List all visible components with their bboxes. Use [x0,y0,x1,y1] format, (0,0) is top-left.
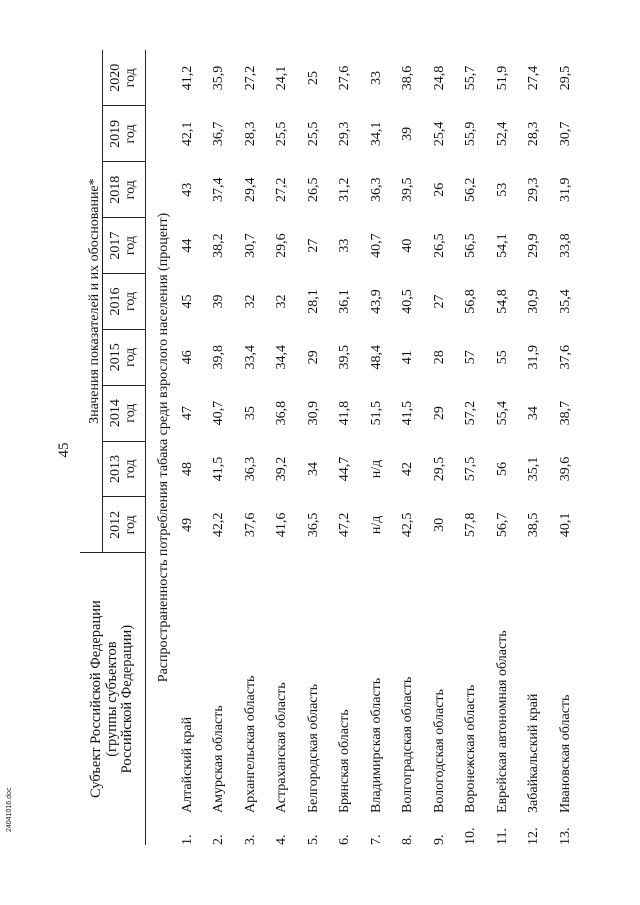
region-name: Ивановская область [557,694,573,813]
value-cell: 47 [179,406,195,421]
value-cell: 29,9 [526,233,542,258]
value-cell: 26 [431,182,447,197]
value-cell: 37,6 [557,345,573,370]
value-cell: 28,3 [242,121,258,147]
year-unit: год [123,180,138,200]
value-cell: 31,9 [526,345,542,370]
row-number: 11. [494,828,510,845]
value-cell: 42,2 [211,512,227,538]
value-cell: н/д [368,459,384,479]
value-cell: 42 [400,461,416,476]
row-number: 2. [211,834,227,845]
year-unit: год [123,291,138,311]
value-cell: 25,4 [431,121,447,147]
year-header [103,162,146,218]
table-row [235,50,267,845]
value-cell: 34 [526,406,542,421]
year-number: 2020 [108,63,124,92]
year-header [103,106,146,162]
value-cell: 53 [494,182,510,197]
value-cell: 26,5 [305,177,321,202]
value-cell: 25,5 [274,121,290,147]
section-title: Распространенность потребления табака среди взрослого населения (процент) [156,212,171,683]
value-cell: 36,5 [305,512,321,538]
region-name: Волгоградская область [400,676,416,813]
value-cell: 27 [431,294,447,309]
value-cell: 28 [431,350,447,365]
subject-header-line: Российской Федерации) [119,624,136,774]
value-cell: 36,1 [337,289,353,314]
value-cell: 32 [242,294,258,309]
year-number: 2014 [108,399,124,428]
value-cell: 29 [431,406,447,421]
value-cell: 36,3 [368,177,384,202]
table-row [267,50,299,845]
values-header: Значения показателей и их обоснование* [80,50,103,553]
region-name: Брянская область [337,709,353,813]
value-cell: 36,7 [211,121,227,147]
value-cell: 28,1 [305,289,321,314]
subject-header-line: Субъект Российской Федерации [87,600,104,798]
table-row [330,50,362,845]
value-cell: 26,5 [431,233,447,258]
page-number: 45 [56,442,72,458]
value-cell: 39,8 [211,345,227,370]
value-cell: 40,7 [368,233,384,258]
document-page [50,30,640,870]
value-cell: 27,2 [274,177,290,202]
value-cell: 57,2 [463,400,479,426]
table-row [519,50,551,845]
value-cell: 31,9 [557,177,573,202]
table-row [204,50,236,845]
table-row [361,50,393,845]
indicator-table [80,50,582,845]
region-name: Владимирская область [368,677,384,813]
year-number: 2016 [108,287,124,316]
table-row [298,50,330,845]
value-cell: 29,4 [242,177,258,202]
value-cell: 35 [242,406,258,421]
year-unit: год [123,459,138,479]
row-number: 1. [179,834,195,845]
value-cell: 39 [211,294,227,309]
region-name: Еврейская автономная область [494,630,510,813]
row-number: 10. [463,827,479,845]
value-cell: 39 [400,126,416,141]
value-cell: 32 [274,294,290,309]
value-cell: 45 [179,294,195,309]
value-cell: 55,4 [494,400,510,426]
value-cell: 25,5 [305,121,321,147]
value-cell: 55 [494,350,510,365]
value-cell: 39,2 [274,456,290,482]
value-cell: 30,9 [305,400,321,426]
value-cell: 56,5 [463,233,479,258]
value-cell: 39,6 [557,456,573,482]
value-cell: 39,5 [337,345,353,370]
row-number: 12. [526,827,542,845]
value-cell: 27,2 [242,65,258,91]
value-cell: 56,8 [463,289,479,314]
value-cell: 28,3 [526,121,542,147]
value-cell: 33,8 [557,233,573,258]
value-cell: 56,7 [494,512,510,538]
value-cell: 42,1 [179,121,195,147]
value-cell: 27,6 [337,65,353,91]
year-unit: год [123,124,138,144]
value-cell: 29,6 [274,233,290,258]
subject-column-header [80,553,146,845]
region-name: Вологодская область [431,689,447,813]
year-number: 2013 [108,454,124,483]
year-header [103,218,146,274]
value-cell: 29,3 [526,177,542,202]
value-cell: 35,4 [557,289,573,314]
table-row [393,50,425,845]
region-name: Алтайский край [179,716,195,813]
year-header [103,385,146,441]
value-cell: 34,1 [368,121,384,147]
value-cell: 38,2 [211,233,227,258]
value-cell: 56 [494,461,510,476]
value-cell: 40,1 [557,512,573,538]
value-cell: 41,2 [179,65,195,91]
value-cell: 57 [463,350,479,365]
value-cell: 55,9 [463,121,479,147]
value-cell: 43 [179,182,195,197]
table-row [487,50,519,845]
value-cell: 57,5 [463,456,479,482]
year-header [103,329,146,385]
value-cell: 36,8 [274,400,290,426]
row-number: 8. [400,834,416,845]
value-cell: 38,6 [400,65,416,91]
year-number: 2019 [108,119,124,148]
value-cell: 52,4 [494,121,510,147]
year-unit: год [123,236,138,256]
value-cell: 24,8 [431,65,447,91]
value-cell: 41,8 [337,400,353,426]
value-cell: 27,4 [526,65,542,91]
row-number: 5. [305,834,321,845]
value-cell: 30,9 [526,289,542,314]
year-header [103,274,146,330]
value-cell: 48 [179,461,195,476]
year-header [103,441,146,497]
value-cell: 37,6 [242,512,258,538]
region-name: Забайкальский край [526,693,542,813]
year-number: 2017 [108,231,124,260]
value-cell: 57,8 [463,512,479,538]
value-cell: 31,2 [337,177,353,202]
table-row [456,50,488,845]
row-number: 3. [242,834,258,845]
year-unit: год [123,68,138,88]
year-unit: год [123,403,138,423]
value-cell: 42,5 [400,512,416,538]
year-unit: год [123,515,138,535]
value-cell: 30,7 [557,121,573,147]
value-cell: 54,1 [494,233,510,258]
value-cell: 51,5 [368,400,384,426]
value-cell: 41,5 [211,456,227,482]
value-cell: 41 [400,350,416,365]
region-name: Архангельская область [242,675,258,813]
value-cell: н/д [368,515,384,535]
value-cell: 40,5 [400,289,416,314]
value-cell: 33,4 [242,345,258,370]
value-cell: 44 [179,238,195,253]
footer-filename: 24041016.doc [6,787,13,832]
row-number: 9. [431,834,447,845]
value-cell: 34,4 [274,345,290,370]
value-cell: 39,5 [400,177,416,202]
value-cell: 55,7 [463,65,479,91]
subject-header-line: (группы субъектов [103,641,120,757]
row-number: 7. [368,834,384,845]
table-row [424,50,456,845]
region-name: Белгородская область [305,683,321,813]
row-number: 6. [337,834,353,845]
value-cell: 33 [337,238,353,253]
value-cell: 48,4 [368,345,384,370]
value-cell: 37,4 [211,177,227,202]
region-name: Амурская область [211,705,227,813]
row-number: 13. [557,827,573,845]
value-cell: 49 [179,517,195,532]
value-cell: 41,5 [400,400,416,426]
value-cell: 40,7 [211,400,227,426]
year-header [103,50,146,106]
value-cell: 35,9 [211,65,227,91]
year-unit: год [123,347,138,367]
row-number: 4. [274,834,290,845]
value-cell: 44,7 [337,456,353,482]
value-cell: 51,9 [494,65,510,91]
value-cell: 35,1 [526,456,542,482]
year-header [103,497,146,553]
year-number: 2015 [108,343,124,372]
value-cell: 56,2 [463,177,479,202]
value-cell: 36,3 [242,456,258,482]
value-cell: 27 [305,238,321,253]
value-cell: 25 [305,71,321,85]
value-cell: 29,3 [337,121,353,147]
value-cell: 47,2 [337,512,353,538]
value-cell: 29 [305,350,321,365]
value-cell: 30 [431,517,447,532]
value-cell: 38,7 [557,400,573,426]
value-cell: 29,5 [431,456,447,482]
value-cell: 29,5 [557,65,573,91]
year-number: 2018 [108,175,124,204]
year-number: 2012 [108,510,124,539]
region-name: Астраханская область [274,682,290,813]
value-cell: 40 [400,238,416,253]
value-cell: 33 [368,71,384,85]
table-row [550,50,582,845]
value-cell: 54,8 [494,289,510,314]
value-cell: 41,6 [274,512,290,538]
value-cell: 43,9 [368,289,384,314]
value-cell: 46 [179,350,195,365]
region-name: Воронежская область [463,684,479,813]
value-cell: 24,1 [274,65,290,91]
value-cell: 38,5 [526,512,542,538]
table-row [172,50,204,845]
value-cell: 30,7 [242,233,258,258]
value-cell: 34 [305,461,321,476]
